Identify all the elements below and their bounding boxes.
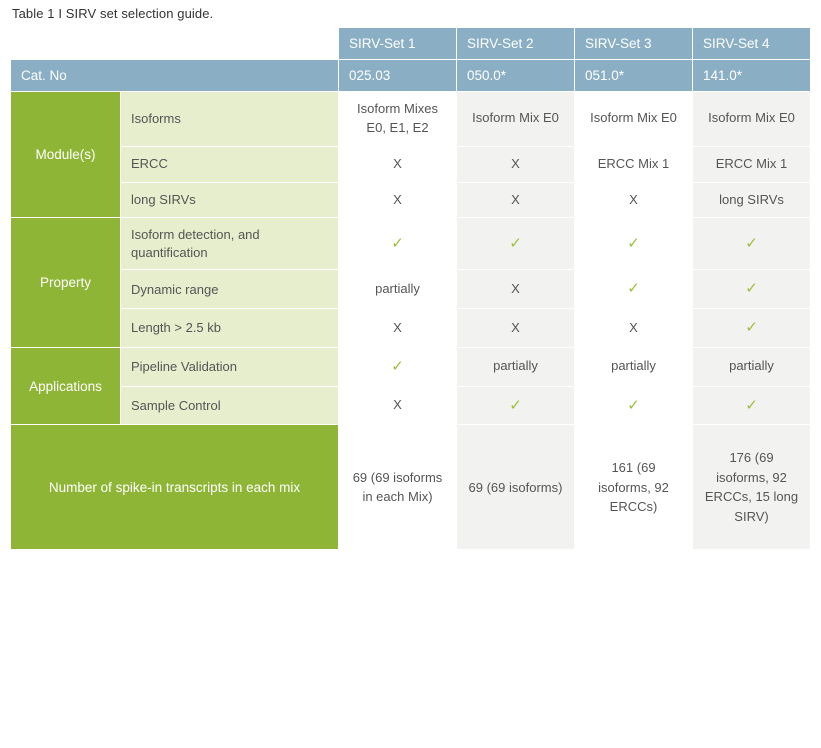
table-row: [11, 386, 811, 425]
cell-sample-control-set2: ✓: [457, 386, 575, 425]
table-row: [11, 270, 811, 309]
cell-pipeline-validation-set1: ✓: [339, 347, 457, 386]
row-label-length: Length > 2.5 kb: [121, 309, 339, 348]
cell-ercc-set3: ERCC Mix 1: [575, 146, 693, 182]
header-set-1: SIRV-Set 1: [339, 28, 457, 60]
header-set-3: SIRV-Set 3: [575, 28, 693, 60]
row-label-isoform-detection: Isoform detection, and quantification: [121, 218, 339, 270]
group-label-property: Property: [11, 218, 121, 348]
group-label-modules: Module(s): [11, 92, 121, 218]
cat-no-set-2: 050.0*: [457, 60, 575, 92]
cell-isoform-detection-set2: ✓: [457, 218, 575, 270]
sirv-selection-table: [10, 27, 811, 550]
cell-isoform-detection-set4: ✓: [693, 218, 811, 270]
cell-long-sirvs-set4: long SIRVs: [693, 182, 811, 218]
row-label-ercc: ERCC: [121, 146, 339, 182]
total-row: [11, 425, 811, 550]
cell-dynamic-range-set4: ✓: [693, 270, 811, 309]
cell-isoform-detection-set3: ✓: [575, 218, 693, 270]
cell-sample-control-set4: ✓: [693, 386, 811, 425]
cell-isoforms-set1: Isoform Mixes E0, E1, E2: [339, 92, 457, 147]
cat-no-set-3: 051.0*: [575, 60, 693, 92]
total-set1: 69 (69 isoforms in each Mix): [339, 425, 457, 550]
cell-long-sirvs-set2: X: [457, 182, 575, 218]
cell-isoforms-set4: Isoform Mix E0: [693, 92, 811, 147]
cat-no-set-4: 141.0*: [693, 60, 811, 92]
total-row-label: Number of spike-in transcripts in each mix: [11, 425, 339, 550]
header-blank-cell: [11, 28, 339, 60]
table-caption: Table 1 I SIRV set selection guide.: [12, 6, 214, 21]
cell-length-set2: X: [457, 309, 575, 348]
cell-length-set1: X: [339, 309, 457, 348]
cell-ercc-set4: ERCC Mix 1: [693, 146, 811, 182]
row-label-isoforms: Isoforms: [121, 92, 339, 147]
table-header-row: [11, 28, 811, 60]
table-row: [11, 309, 811, 348]
cell-sample-control-set3: ✓: [575, 386, 693, 425]
table-row: [11, 92, 811, 147]
cell-pipeline-validation-set3: partially: [575, 347, 693, 386]
header-set-2: SIRV-Set 2: [457, 28, 575, 60]
total-set2: 69 (69 isoforms): [457, 425, 575, 550]
cat-no-row: [11, 60, 811, 92]
cell-long-sirvs-set1: X: [339, 182, 457, 218]
table-row: [11, 146, 811, 182]
row-label-dynamic-range: Dynamic range: [121, 270, 339, 309]
total-set4: 176 (69 isoforms, 92 ERCCs, 15 long SIRV): [693, 425, 811, 550]
table-row: [11, 347, 811, 386]
row-label-pipeline-validation: Pipeline Validation: [121, 347, 339, 386]
cell-ercc-set1: X: [339, 146, 457, 182]
total-set3: 161 (69 isoforms, 92 ERCCs): [575, 425, 693, 550]
cell-dynamic-range-set3: ✓: [575, 270, 693, 309]
cell-pipeline-validation-set4: partially: [693, 347, 811, 386]
cell-long-sirvs-set3: X: [575, 182, 693, 218]
row-label-sample-control: Sample Control: [121, 386, 339, 425]
table-row: [11, 218, 811, 270]
cell-sample-control-set1: X: [339, 386, 457, 425]
cat-no-label: Cat. No: [11, 60, 339, 92]
header-set-4: SIRV-Set 4: [693, 28, 811, 60]
group-label-applications: Applications: [11, 347, 121, 425]
cell-length-set3: X: [575, 309, 693, 348]
table-row: [11, 182, 811, 218]
cell-isoforms-set3: Isoform Mix E0: [575, 92, 693, 147]
cell-length-set4: ✓: [693, 309, 811, 348]
cell-pipeline-validation-set2: partially: [457, 347, 575, 386]
cell-dynamic-range-set2: X: [457, 270, 575, 309]
cell-ercc-set2: X: [457, 146, 575, 182]
cell-dynamic-range-set1: partially: [339, 270, 457, 309]
cell-isoforms-set2: Isoform Mix E0: [457, 92, 575, 147]
cat-no-set-1: 025.03: [339, 60, 457, 92]
cell-isoform-detection-set1: ✓: [339, 218, 457, 270]
row-label-long-sirvs: long SIRVs: [121, 182, 339, 218]
